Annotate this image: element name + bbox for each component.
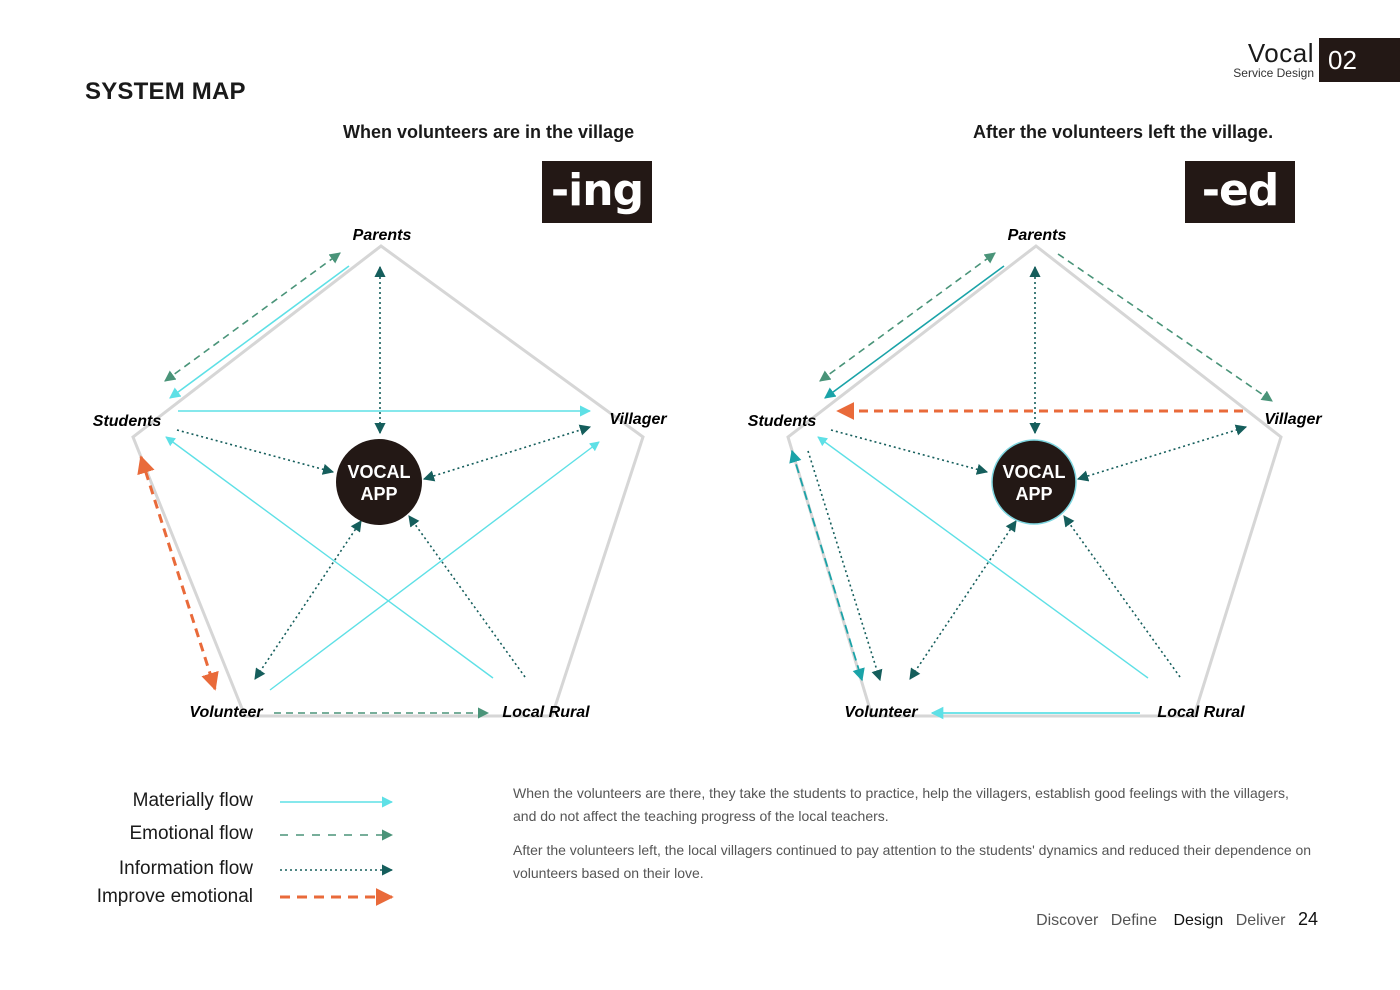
flow-emotional: [1058, 254, 1272, 401]
node-villager: Villager: [609, 411, 667, 428]
legend-label-information: Information flow: [118, 858, 253, 879]
chapter-badge: 02: [1319, 38, 1400, 82]
node-students: Students: [747, 413, 817, 430]
nav-item-define[interactable]: Define: [1110, 912, 1157, 929]
flow-information: [255, 521, 361, 679]
tense-badge-ing: -ing: [542, 161, 652, 223]
flow-information: [424, 427, 590, 479]
tense-badge-ed: -ed: [1185, 161, 1295, 223]
page-number: 24: [1297, 909, 1318, 929]
node-local-rural: Local Rural: [1157, 704, 1245, 721]
node-volunteer: Volunteer: [844, 704, 918, 721]
description-paragraph-2: After the volunteers left, the local villagers continued to pay attention to the students' dynamics and reduced their dependence on volunteers based on their love.: [513, 842, 1312, 881]
flow-emotional: [820, 253, 995, 381]
flow-materially: [792, 451, 862, 680]
description-paragraph-1: When the volunteers are there, they take the students to practice, help the villagers, establish good feelings with the villagers, and do not affect the teaching progress of the local teachers.: [513, 785, 1289, 824]
brand-subtitle: Service Design: [1233, 66, 1314, 80]
flow-emotional: [165, 253, 340, 381]
flow-information: [831, 430, 987, 472]
flow-materially: [270, 442, 599, 690]
flow-improve-emotional: [141, 457, 215, 689]
vocal-app-node: [336, 439, 422, 525]
flow-information: [1064, 516, 1180, 677]
nav-item-deliver[interactable]: Deliver: [1235, 912, 1286, 929]
flow-information: [910, 521, 1016, 679]
legend-label-emotional: Emotional flow: [129, 823, 253, 844]
vocal-app-label: APP: [1015, 484, 1053, 504]
brand-title: Vocal: [1247, 38, 1314, 68]
diagram-left: [93, 227, 668, 721]
node-villager: Villager: [1264, 411, 1322, 428]
diagram-right-subtitle: After the volunteers left the village.: [973, 122, 1274, 142]
node-parents: Parents: [1007, 227, 1067, 244]
node-parents: Parents: [352, 227, 412, 244]
flow-materially: [170, 266, 349, 398]
node-students: Students: [92, 413, 162, 430]
diagram-left-subtitle: When volunteers are in the village: [343, 122, 635, 142]
flow-information: [808, 451, 880, 680]
nav-item-discover[interactable]: Discover: [1036, 912, 1099, 929]
legend-label-materially: Materially flow: [132, 790, 253, 811]
flow-materially: [825, 266, 1004, 398]
vocal-app-node: [992, 440, 1076, 524]
legend-swatches: [280, 802, 392, 897]
vocal-app-label: VOCAL: [347, 462, 411, 482]
section-nav: [1028, 909, 1318, 930]
legend-label-improve: Improve emotional: [96, 886, 253, 907]
nav-item-design[interactable]: Design: [1173, 912, 1224, 929]
node-volunteer: Volunteer: [189, 704, 263, 721]
flow-information: [177, 430, 333, 472]
flow-information: [1078, 427, 1246, 479]
page-title: SYSTEM MAP: [85, 78, 246, 105]
vocal-app-label: VOCAL: [1002, 462, 1066, 482]
vocal-app-label: APP: [360, 484, 398, 504]
node-local-rural: Local Rural: [502, 704, 590, 721]
flow-information: [409, 516, 525, 677]
diagram-right: [748, 227, 1323, 721]
